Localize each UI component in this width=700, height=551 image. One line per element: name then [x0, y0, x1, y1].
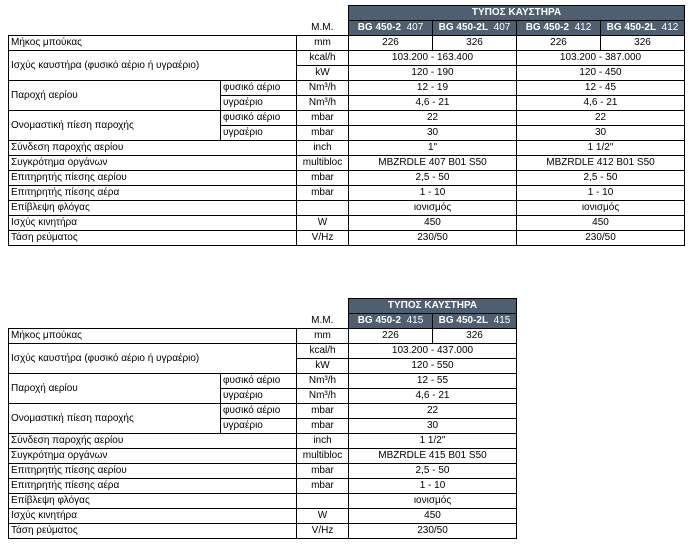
burner-spec-table-1	[8, 5, 685, 246]
row-unit	[297, 494, 349, 509]
table-row	[9, 51, 685, 66]
row-value: 230/50	[349, 231, 517, 246]
row-value: 226	[349, 329, 433, 344]
row-label: Επίβλεψη φλόγας	[9, 494, 297, 509]
row-label: Επίβλεψη φλόγας	[9, 201, 297, 216]
row-value: 226	[349, 36, 433, 51]
row-value: MBZRDLE 407 B01 S50	[349, 156, 517, 171]
row-label: Επιτηρητής πίεσης αέρα	[9, 186, 297, 201]
row-sublabel: φυσικό αέριο	[221, 374, 297, 389]
table-row	[9, 464, 517, 479]
row-sublabel: υγραέριο	[221, 96, 297, 111]
row-unit: mbar	[297, 126, 349, 141]
row-unit	[297, 201, 349, 216]
row-sublabel: φυσικό αέριο	[221, 404, 297, 419]
table-row	[9, 449, 517, 464]
row-unit: V/Hz	[297, 231, 349, 246]
row-sublabel: φυσικό αέριο	[221, 81, 297, 96]
row-unit: kW	[297, 66, 349, 81]
row-value: 2,5 - 50	[349, 171, 517, 186]
row-unit: inch	[297, 434, 349, 449]
row-value: ιονισμός	[349, 201, 517, 216]
model-header: BG 450-2 407	[349, 21, 433, 36]
row-unit: mbar	[297, 464, 349, 479]
model-header: BG 450-2 412	[517, 21, 601, 36]
table-row	[9, 186, 685, 201]
table-row	[9, 404, 517, 419]
row-value: 30	[349, 126, 517, 141]
table-row	[9, 329, 517, 344]
table-row	[9, 111, 685, 126]
row-label: Ισχύς κινητήρα	[9, 509, 297, 524]
model-header: BG 450-2L 412	[601, 21, 685, 36]
row-unit: Nm³/h	[297, 96, 349, 111]
row-value: 1 - 10	[517, 186, 685, 201]
row-sublabel: φυσικό αέριο	[221, 111, 297, 126]
row-value: 326	[433, 329, 517, 344]
row-value: 1 - 10	[349, 479, 517, 494]
model-header: BG 450-2 415	[349, 314, 433, 329]
row-label: Συγκρότημα οργάνων	[9, 156, 297, 171]
row-value: 450	[349, 216, 517, 231]
row-label: Σύνδεση παροχής αερίου	[9, 434, 297, 449]
row-label: Ισχύς καυστήρα (φυσικό αέριο ή υγραέριο)	[9, 344, 297, 374]
row-unit: multibloc	[297, 449, 349, 464]
row-value: MBZRDLE 412 B01 S50	[517, 156, 685, 171]
row-value: 120 - 550	[349, 359, 517, 374]
row-value: 1"	[349, 141, 517, 156]
row-label: Ονομαστική πίεση παροχής	[9, 404, 221, 434]
row-sublabel: υγραέριο	[221, 126, 297, 141]
table-row	[9, 479, 517, 494]
row-label: Ισχύς καυστήρα (φυσικό αέριο ή υγραέριο)	[9, 51, 297, 81]
table-row	[9, 201, 685, 216]
table-row	[9, 216, 685, 231]
row-value: 1 - 10	[349, 186, 517, 201]
model-header: BG 450-2L 415	[433, 314, 517, 329]
row-value: 2,5 - 50	[517, 171, 685, 186]
row-unit: multibloc	[297, 156, 349, 171]
row-value: 1 1/2"	[517, 141, 685, 156]
row-unit: mbar	[297, 404, 349, 419]
row-label: Μήκος μπούκας	[9, 36, 297, 51]
row-value: MBZRDLE 415 B01 S50	[349, 449, 517, 464]
table-row	[9, 509, 517, 524]
row-unit: V/Hz	[297, 524, 349, 539]
row-unit: mbar	[297, 419, 349, 434]
table-row	[9, 141, 685, 156]
row-value: 4,6 - 21	[349, 96, 517, 111]
row-label: Επιτηρητής πίεσης αερίου	[9, 171, 297, 186]
row-value: 103.200 - 437.000	[349, 344, 517, 359]
burner-spec-table-2	[8, 298, 517, 539]
row-label: Επιτηρητής πίεσης αερίου	[9, 464, 297, 479]
row-unit: mm	[297, 36, 349, 51]
row-value: 12 - 55	[349, 374, 517, 389]
row-label: Ονομαστική πίεση παροχής	[9, 111, 221, 141]
model-header: BG 450-2L 407	[433, 21, 517, 36]
row-value: 226	[517, 36, 601, 51]
table-row	[9, 434, 517, 449]
row-unit: inch	[297, 141, 349, 156]
row-value: ιονισμός	[349, 494, 517, 509]
row-unit: kcal/h	[297, 51, 349, 66]
row-unit: Nm³/h	[297, 81, 349, 96]
table-row	[9, 156, 685, 171]
row-value: 2,5 - 50	[349, 464, 517, 479]
row-unit: kcal/h	[297, 344, 349, 359]
row-unit: mbar	[297, 479, 349, 494]
row-unit: mbar	[297, 186, 349, 201]
row-label: Επιτηρητής πίεσης αέρα	[9, 479, 297, 494]
row-value: 4,6 - 21	[517, 96, 685, 111]
row-value: 1 1/2"	[349, 434, 517, 449]
row-label: Σύνδεση παροχής αερίου	[9, 141, 297, 156]
row-unit: Nm³/h	[297, 374, 349, 389]
row-unit: mbar	[297, 111, 349, 126]
row-value: 326	[433, 36, 517, 51]
row-value: 230/50	[349, 524, 517, 539]
row-value: 450	[517, 216, 685, 231]
table-row	[9, 374, 517, 389]
row-value: 103.200 - 163.400	[349, 51, 517, 66]
table-row	[9, 344, 517, 359]
row-value: 30	[349, 419, 517, 434]
unit-column-header: Μ.Μ.	[297, 314, 349, 329]
row-label: Ισχύς κινητήρα	[9, 216, 297, 231]
table-row	[9, 36, 685, 51]
table-row	[9, 81, 685, 96]
row-label: Συγκρότημα οργάνων	[9, 449, 297, 464]
row-value: 4,6 - 21	[349, 389, 517, 404]
row-value: 120 - 450	[517, 66, 685, 81]
table-row	[9, 231, 685, 246]
row-value: 326	[601, 36, 685, 51]
row-value: 22	[517, 111, 685, 126]
row-label: Μήκος μπούκας	[9, 329, 297, 344]
row-value: 103.200 - 387.000	[517, 51, 685, 66]
row-unit: W	[297, 509, 349, 524]
row-label: Τάση ρεύματος	[9, 524, 297, 539]
table-row	[9, 524, 517, 539]
row-sublabel: υγραέριο	[221, 419, 297, 434]
row-value: 120 - 190	[349, 66, 517, 81]
row-unit: mbar	[297, 171, 349, 186]
unit-column-header: Μ.Μ.	[297, 21, 349, 36]
row-label: Παροχή αερίου	[9, 81, 221, 111]
row-unit: Nm³/h	[297, 389, 349, 404]
row-unit: W	[297, 216, 349, 231]
table-row	[9, 171, 685, 186]
row-value: 450	[349, 509, 517, 524]
row-sublabel: υγραέριο	[221, 389, 297, 404]
row-value: 22	[349, 404, 517, 419]
row-label: Παροχή αερίου	[9, 374, 221, 404]
row-value: 30	[517, 126, 685, 141]
row-value: 22	[349, 111, 517, 126]
burner-type-header: ΤΥΠΟΣ ΚΑΥΣΤΗΡΑ	[349, 299, 517, 314]
row-value: 12 - 45	[517, 81, 685, 96]
burner-type-header: ΤΥΠΟΣ ΚΑΥΣΤΗΡΑ	[349, 6, 685, 21]
row-value: ιονισμός	[517, 201, 685, 216]
row-label: Τάση ρεύματος	[9, 231, 297, 246]
row-unit: mm	[297, 329, 349, 344]
row-value: 230/50	[517, 231, 685, 246]
row-unit: kW	[297, 359, 349, 374]
row-value: 12 - 19	[349, 81, 517, 96]
table-row	[9, 494, 517, 509]
